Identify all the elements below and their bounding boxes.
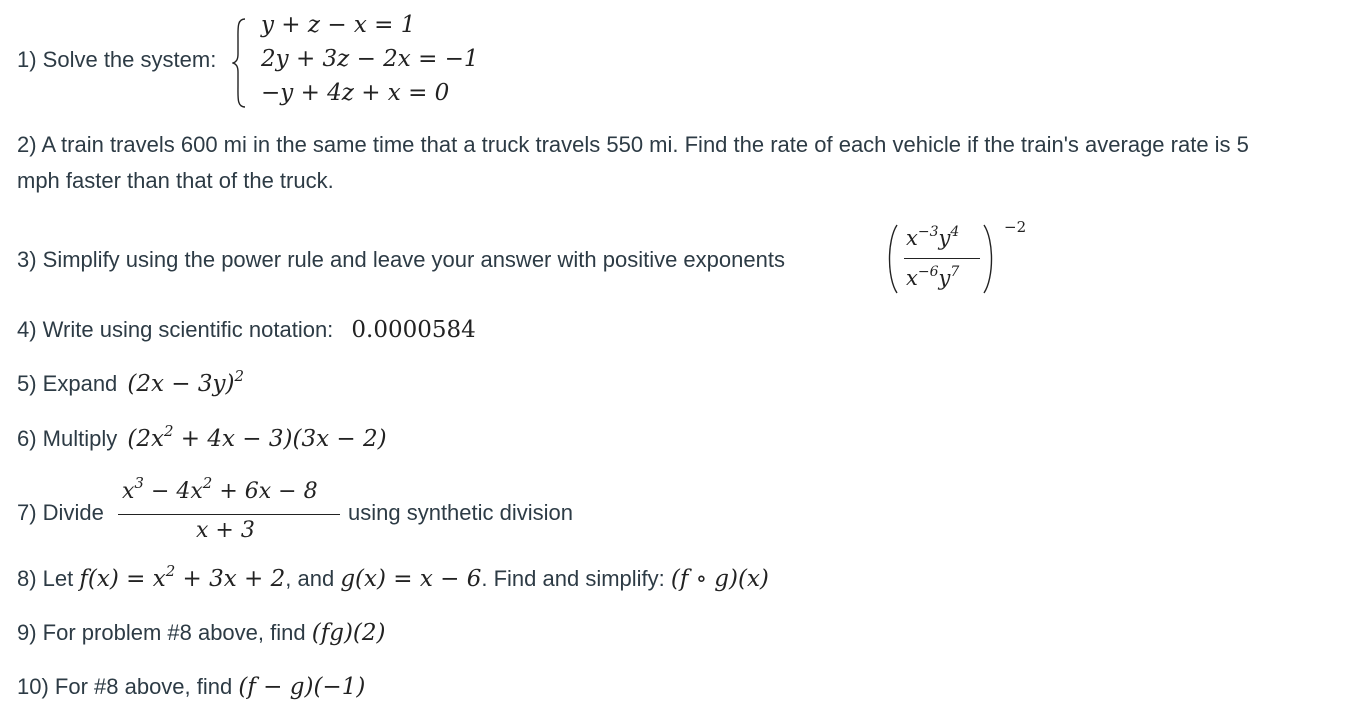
q2-line-2: mph faster than that of the truck. — [17, 168, 334, 193]
left-brace-icon — [232, 18, 246, 108]
q8-f-definition: $f(x) = x^2 + 3x + 2$ — [79, 562, 286, 592]
q1-equation-3: −y + 4z + x = 0 — [261, 80, 450, 106]
q7-suffix: using synthetic division — [348, 500, 574, 525]
q3-numerator: $x^{-3}y^4$ — [906, 224, 960, 250]
q7-fraction-bar — [118, 514, 340, 515]
q5-expression: $(2x - 3y)^2$ — [127, 367, 245, 397]
q6-label: 6) Multiply — [17, 426, 118, 451]
q1-equation-1: y + z − x = 1 — [261, 12, 416, 38]
q4-label: 4) Write using scientific notation: — [17, 317, 334, 342]
q4-value: 0.0000584 — [351, 317, 476, 343]
q4-row — [17, 317, 476, 343]
q9-expression: (fg)(2) — [311, 620, 386, 646]
q6-row — [17, 422, 387, 452]
q9-row — [17, 620, 386, 646]
q3-fraction-bar — [904, 258, 980, 259]
q9-label: 9) For problem #8 above, find — [17, 620, 306, 645]
q8-composition: (f ∘ g)(x) — [670, 566, 769, 592]
q8-instruction: . Find and simplify: — [481, 566, 665, 591]
q7-numerator: $x^3 - 4x^2 + 6x - 8$ — [122, 474, 318, 504]
q2-line-1: 2) A train travels 600 mi in the same time that a truck travels 550 mi. Find the rate of each vehicle if the train's average rate is 5 — [17, 132, 1249, 157]
q10-row — [17, 674, 365, 700]
q8-row — [17, 562, 769, 592]
q8-and: , and — [285, 566, 335, 591]
q3-label: 3) Simplify using the power rule and leave your answer with positive exponents — [17, 247, 785, 272]
q1-equation-2: 2y + 3z − 2x = −1 — [261, 46, 479, 72]
q3-denominator: $x^{-6}y^7$ — [906, 264, 960, 290]
q1-label: 1) Solve the system: — [17, 47, 217, 72]
q5-label: 5) Expand — [17, 371, 118, 396]
q7-denominator: x + 3 — [196, 518, 255, 543]
q5-row — [17, 367, 245, 397]
right-paren-icon — [982, 224, 996, 294]
q7-label: 7) Divide — [17, 500, 104, 525]
q8-g-definition: g(x) = x − 6 — [340, 566, 482, 592]
left-paren-icon — [885, 224, 899, 294]
q10-label: 10) For #8 above, find — [17, 674, 233, 699]
q8-prefix: 8) Let — [17, 566, 74, 591]
q10-expression: (f − g)(−1) — [238, 674, 366, 700]
q6-expression: $(2x^2 + 4x - 3)(3x - 2)$ — [127, 422, 387, 452]
q3-outer-exponent: −2 — [1004, 218, 1027, 236]
